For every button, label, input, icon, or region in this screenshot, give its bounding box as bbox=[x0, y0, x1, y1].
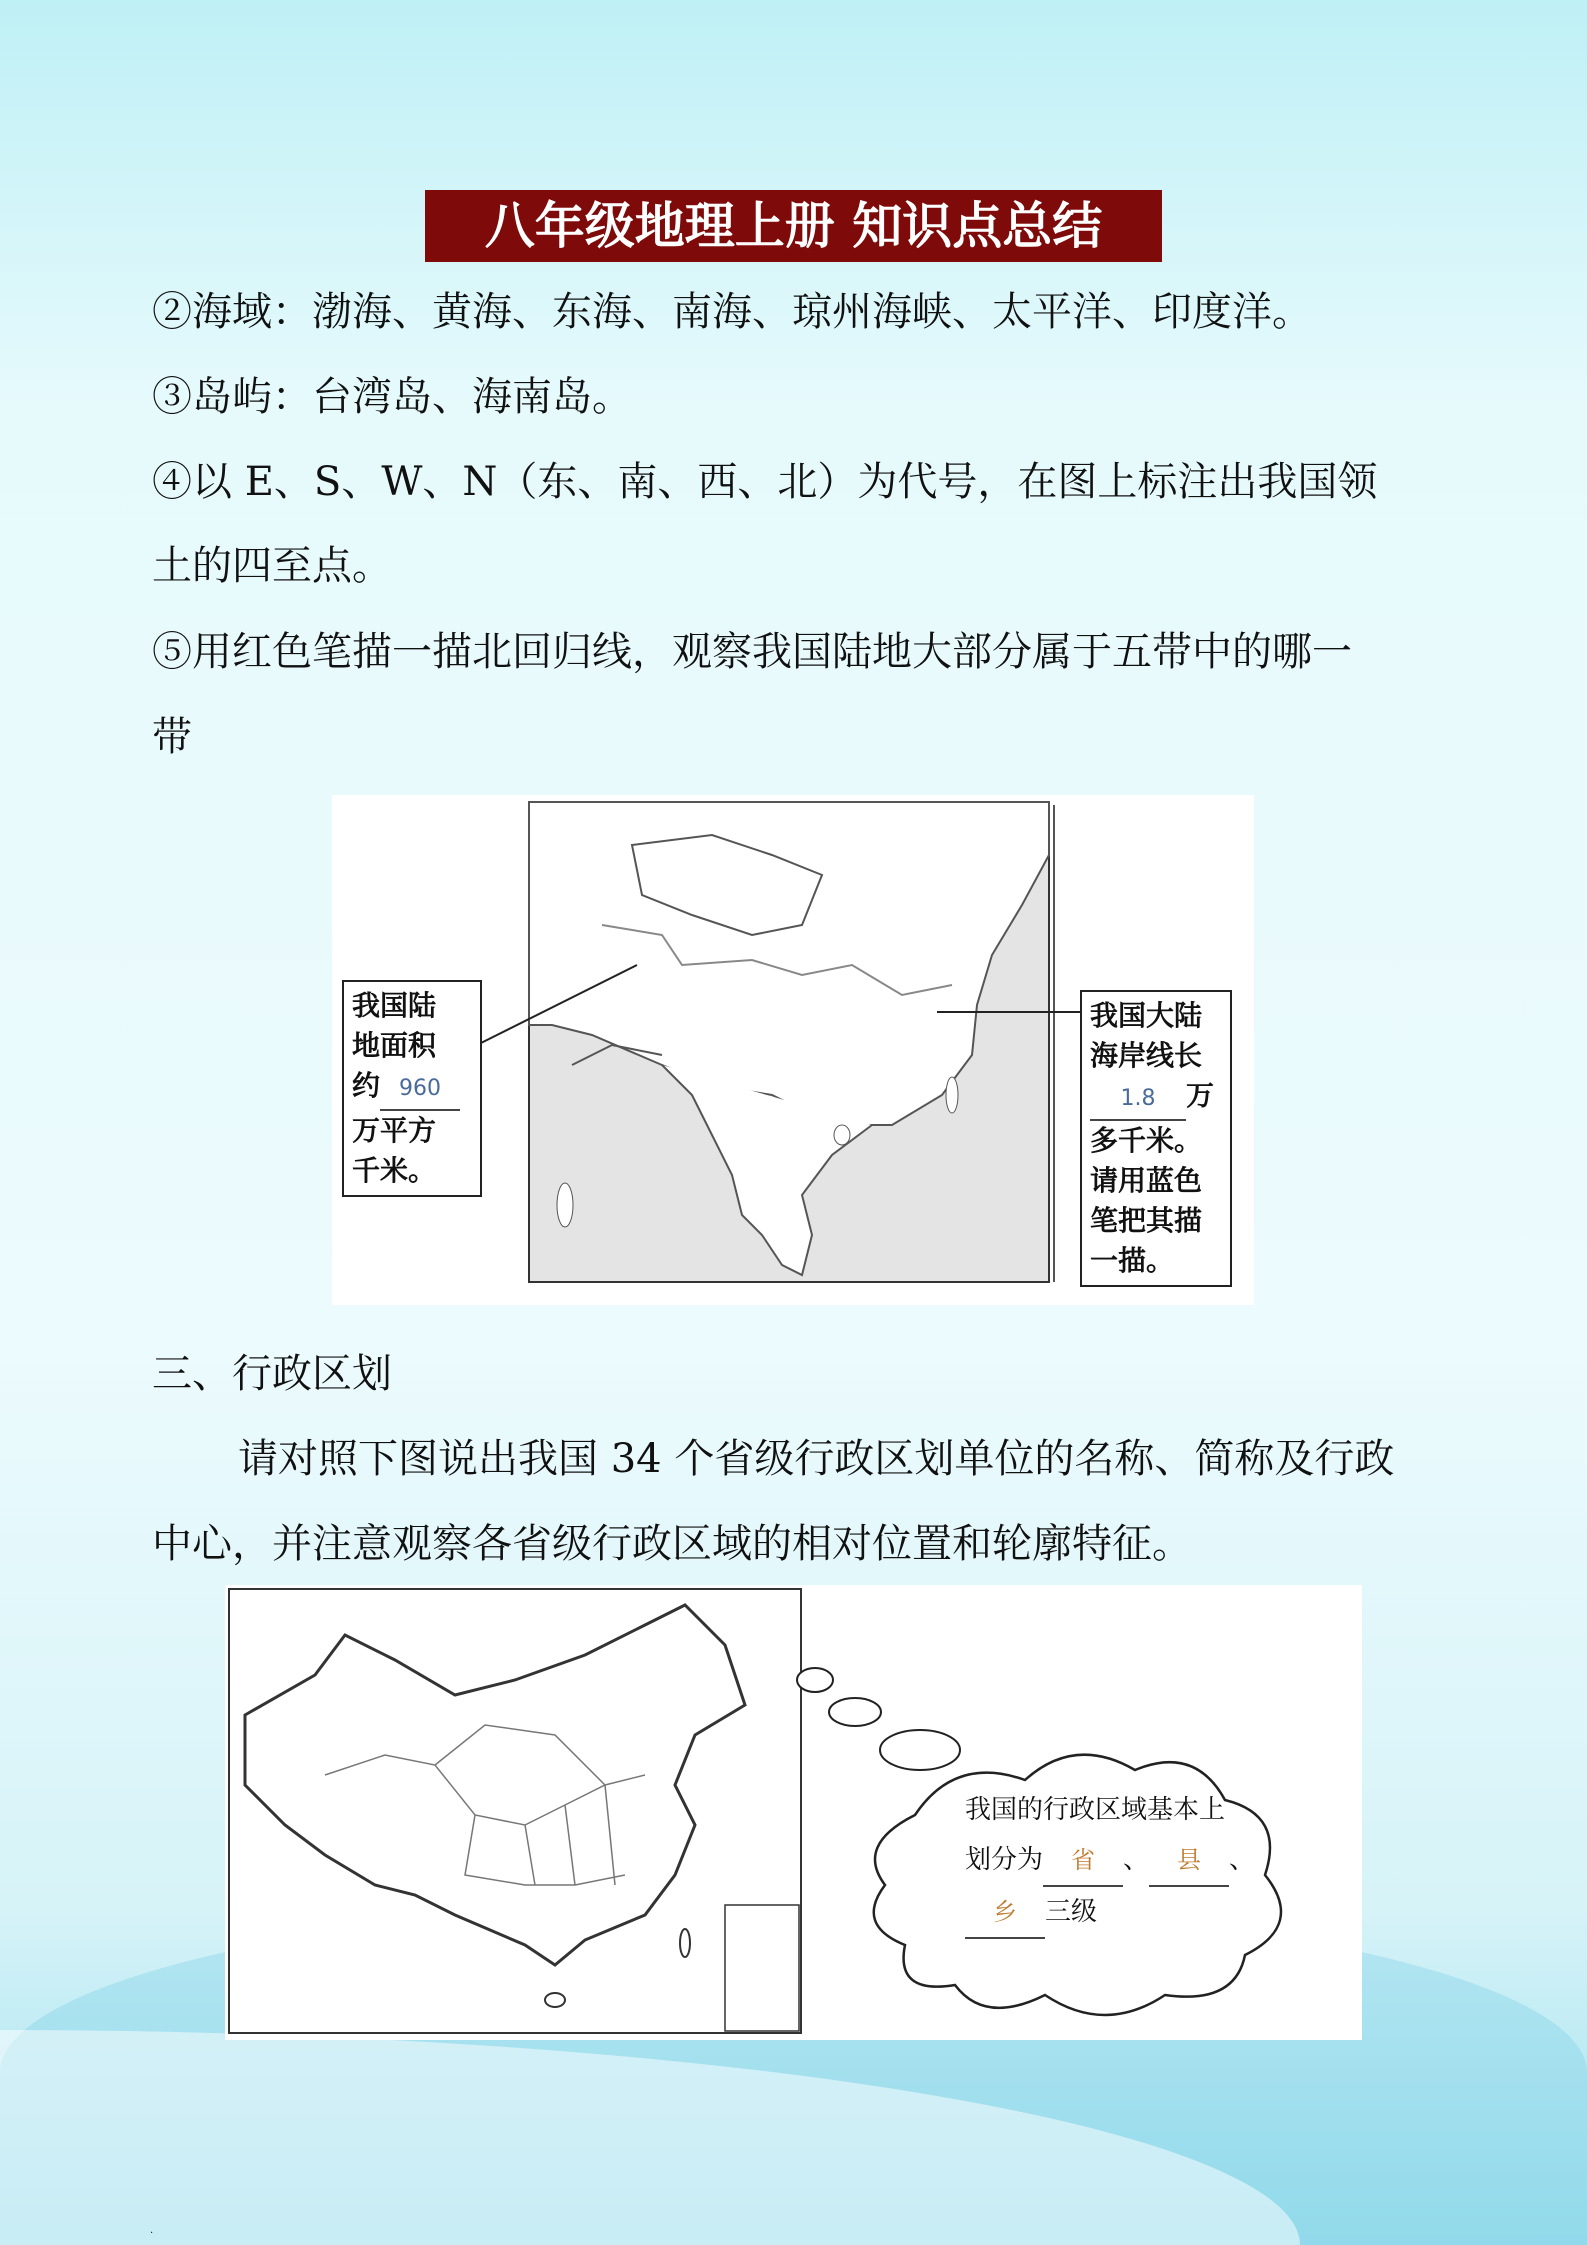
text-line: ⑤用红色笔描一描北回归线，观察我国陆地大部分属于五带中的哪一 bbox=[152, 629, 1352, 675]
callout-text: 笔把其描 bbox=[1090, 1204, 1203, 1237]
land-area-answer: 960 bbox=[380, 1069, 460, 1111]
paragraph-line: 中心，并注意观察各省级行政区域的相对位置和轮廓特征。 bbox=[152, 1521, 1192, 1567]
separator: 、 bbox=[1123, 1845, 1150, 1875]
section-heading: 三、行政区划 bbox=[152, 1351, 392, 1397]
callout-text: 我国陆 bbox=[352, 989, 437, 1022]
separator: 、 bbox=[1229, 1845, 1256, 1875]
text-line: ④以 E、S、W、N（东、南、西、北）为代号，在图上标注出我国领 bbox=[152, 459, 1378, 505]
callout-text: 我国大陆 bbox=[1090, 999, 1203, 1032]
cloud-text: 我国的行政区域基本上 bbox=[965, 1795, 1226, 1825]
text-line: 土的四至点。 bbox=[152, 543, 392, 589]
callout-text: 请用蓝色 bbox=[1090, 1164, 1203, 1197]
coastline-answer: 1.8 bbox=[1090, 1079, 1186, 1121]
callout-text: 万 bbox=[1186, 1079, 1215, 1112]
text-line: 带 bbox=[152, 714, 192, 760]
callout-text: 万平方 bbox=[352, 1114, 437, 1147]
china-provinces-figure bbox=[225, 1585, 1362, 2040]
text-line: ②海域：渤海、黄海、东海、南海、琼州海峡、太平洋、印度洋。 bbox=[152, 289, 1312, 335]
asia-map-figure bbox=[332, 795, 1254, 1305]
callout-text: 多千米。 bbox=[1090, 1124, 1203, 1157]
cloud-text: 划分为 bbox=[965, 1845, 1044, 1875]
land-area-callout bbox=[342, 980, 482, 1197]
level-answer-county: 县 bbox=[1149, 1835, 1229, 1887]
page-title: 八年级地理上册 知识点总结 bbox=[425, 190, 1162, 262]
coastline-callout bbox=[1080, 990, 1232, 1287]
callout-text: 一描。 bbox=[1090, 1244, 1175, 1277]
level-answer-province: 省 bbox=[1043, 1835, 1123, 1887]
paragraph-line: 请对照下图说出我国 34 个省级行政区划单位的名称、简称及行政 bbox=[238, 1436, 1395, 1482]
callout-text: 海岸线长 bbox=[1090, 1039, 1203, 1072]
text-line: ③岛屿：台湾岛、海南岛。 bbox=[152, 374, 632, 420]
callout-text: 约 bbox=[352, 1069, 381, 1102]
level-answer-township: 乡 bbox=[965, 1887, 1045, 1939]
callout-text: 千米。 bbox=[352, 1154, 437, 1187]
callout-text: 地面积 bbox=[352, 1029, 437, 1062]
cloud-text: 三级 bbox=[1045, 1897, 1098, 1927]
footer-dot: . bbox=[150, 2225, 154, 2236]
cloud-callout bbox=[965, 1785, 1255, 1939]
